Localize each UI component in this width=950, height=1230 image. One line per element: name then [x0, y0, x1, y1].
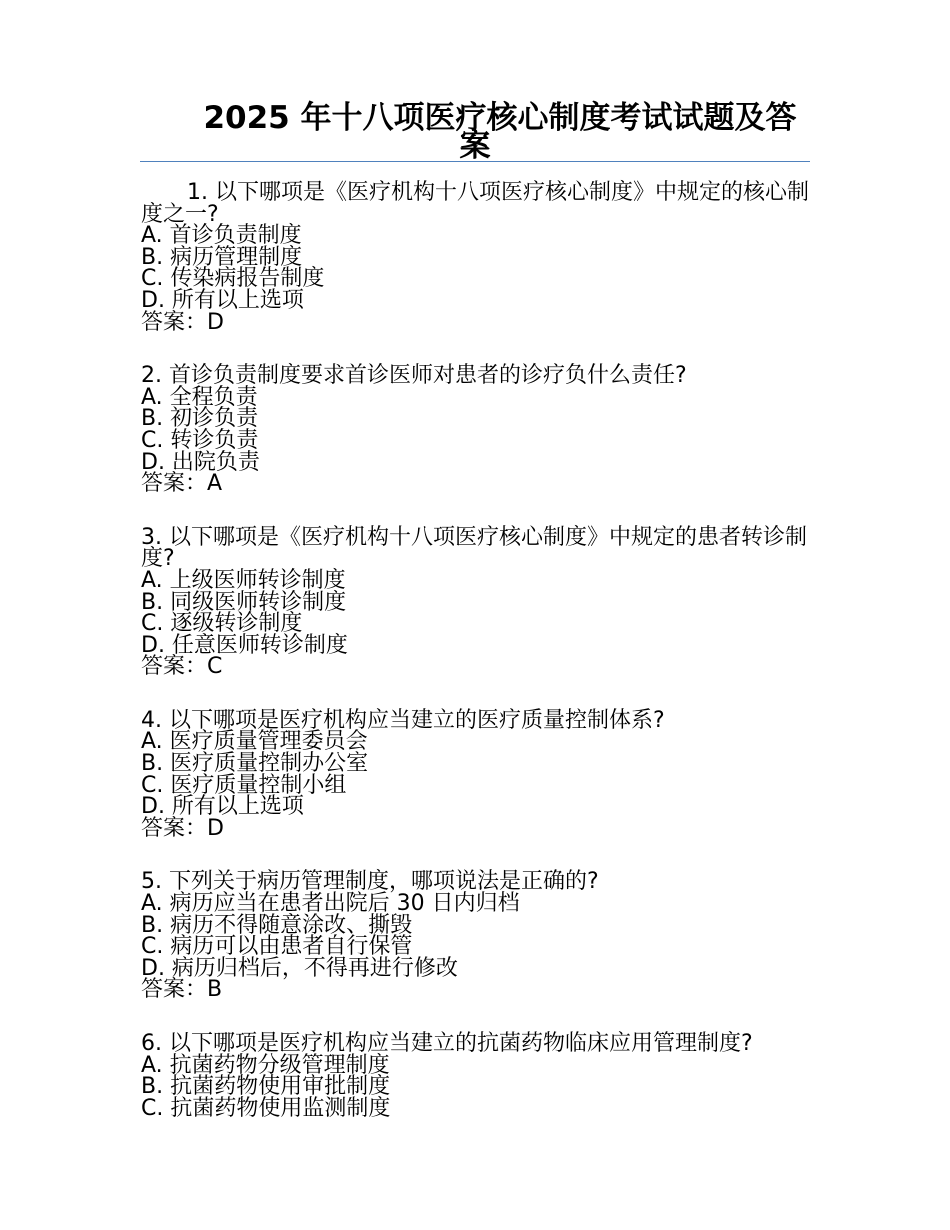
document-title: 2025 年十八项医疗核心制度考试试题及答案 — [203, 100, 797, 164]
option-b: B. 抗菌药物使用审批制度 — [141, 1074, 391, 1100]
question-stem: 6. 以下哪项是医疗机构应当建立的抗菌药物临床应用管理制度? — [141, 1031, 753, 1056]
option-b: B. 同级医师转诊制度 — [141, 589, 347, 615]
option-c: C. 逐级转诊制度 — [141, 611, 303, 637]
option-d: D. 所有以上选项 — [141, 287, 304, 313]
option-a: A. 抗菌药物分级管理制度 — [141, 1052, 390, 1078]
option-a: A. 病历应当在患者出院后 30 日内归档 — [141, 891, 520, 917]
question-stem: 4. 以下哪项是医疗机构应当建立的医疗质量控制体系? — [141, 707, 665, 733]
option-c: C. 医疗质量控制小组 — [141, 772, 347, 798]
option-b: B. 病历管理制度 — [141, 244, 303, 270]
answer-line: 答案：B — [141, 977, 223, 1003]
title-underline — [140, 161, 810, 162]
option-b: B. 病历不得随意涂改、撕毁 — [141, 912, 413, 938]
option-b: B. 医疗质量控制办公室 — [141, 751, 369, 777]
option-c: C. 传染病报告制度 — [141, 266, 325, 292]
option-a: A. 首诊负责制度 — [141, 223, 302, 249]
question-item — [141, 707, 813, 841]
option-c: C. 转诊负责 — [141, 427, 259, 453]
question-stem: 5. 下列关于病历管理制度，哪项说法是正确的? — [141, 869, 599, 895]
question-item — [141, 871, 813, 1001]
option-d: D. 任意医师转诊制度 — [141, 632, 348, 658]
answer-line: 答案：D — [141, 309, 224, 335]
option-b: B. 初诊负责 — [141, 406, 259, 432]
option-d: D. 病历归档后，不得再进行修改 — [141, 955, 458, 981]
question-item — [141, 524, 813, 680]
option-a: A. 全程负责 — [141, 384, 258, 410]
option-c: C. 病历可以由患者自行保管 — [141, 934, 413, 960]
option-c: C. 抗菌药物使用监测制度 — [141, 1095, 391, 1121]
question-item — [141, 182, 813, 333]
answer-line: 答案：D — [141, 815, 224, 841]
option-a: A. 医疗质量管理委员会 — [141, 729, 368, 755]
question-list — [141, 182, 813, 1151]
question-stem: 2. 首诊负责制度要求首诊医师对患者的诊疗负什么责任? — [141, 363, 687, 389]
question-item — [141, 365, 813, 495]
option-d: D. 出院负责 — [141, 449, 260, 475]
answer-line: 答案：A — [141, 471, 223, 497]
answer-line: 答案：C — [141, 654, 223, 680]
option-a: A. 上级医师转诊制度 — [141, 567, 346, 593]
question-item — [141, 1033, 813, 1119]
option-d: D. 所有以上选项 — [141, 794, 304, 820]
question-stem: 1. 以下哪项是《医疗机构十八项医疗核心制度》中规定的核心制度之一? — [141, 180, 809, 227]
question-stem: 3. 以下哪项是《医疗机构十八项医疗核心制度》中规定的患者转诊制度? — [141, 524, 807, 572]
